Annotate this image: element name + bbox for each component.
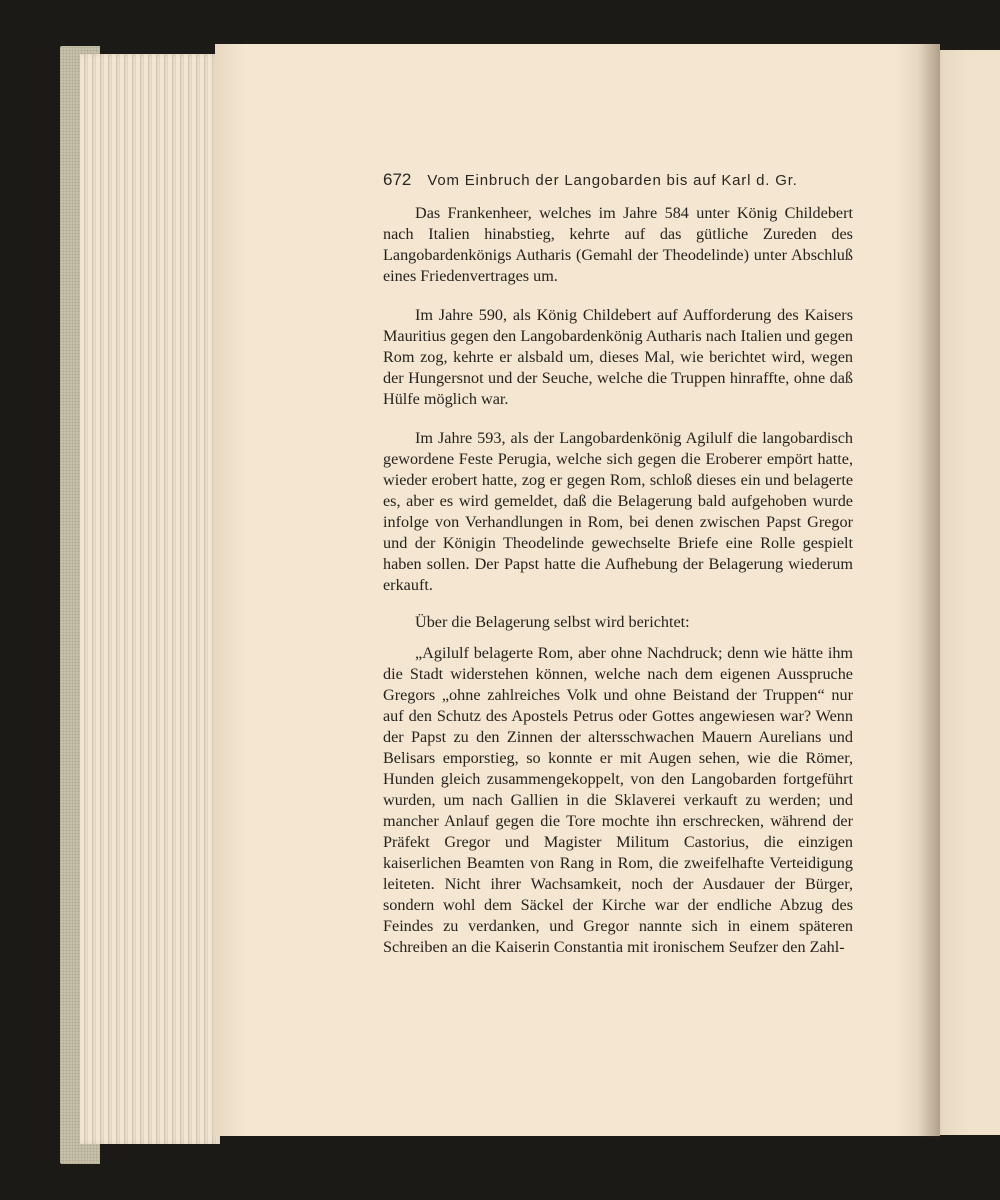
paragraph-jahre-590: Im Jahre 590, als König Childebert auf Aufforderung des Kaisers Mauritius gegen den Langobardenkönig Autharis nach Italien und gegen Rom zog, kehrte er alsbald um, dieses Mal, wie berichtet wird, wegen der Hungersnot und der Seuche, welche die Truppen hinraffte, ohne daß Hülfe möglich war. xyxy=(383,306,853,408)
facing-page-edge xyxy=(930,50,1000,1135)
body-text xyxy=(383,203,853,958)
running-head xyxy=(383,170,853,190)
paragraph-jahre-593: Im Jahre 593, als der Langobardenkönig Agilulf die langobardisch gewordene Feste Perugia, welche sich gegen die Eroberer empört hatte, wieder erobert hatte, zog er gegen Rom, schloß dieses ein und belagerte es, aber es wird gemeldet, daß die Belagerung bald aufgehoben wurde infolge von Verhandlungen in Rom, bei denen zwischen Papst Gregor und der Königin Theodelinde gewechselte Briefe eine Rolle gespielt haben sollen. Der Papst hatte die Aufhebung der Belagerung wiederum erkauft. xyxy=(383,429,853,594)
paragraph-quotation: „Agilulf belagerte Rom, aber ohne Nachdruck; denn wie hätte ihm die Stadt widerstehen können, welche nach dem eigenen Ausspruche Gregors „ohne zahlreiches Volk und ohne Beistand der Truppen“ nur auf den Schutz des Apostels Petrus oder Gottes angewiesen war? Wenn der Papst zu den Zinnen der altersschwachen Mauern Aurelians und Belisars emporstieg, so konnte er mit Augen sehen, wie die Römer, Hunden gleich zusammengekoppelt, von den Langobarden fortgeführt wurden, um nach Gallien in die Sklaverei verkauft zu werden; und mancher Anlauf gegen die Tore mochte ihn erschrecken, während der Präfekt Gregor und Magister Militum Castorius, die einzigen kaiserlichen Beamten von Rang in Rom, die zweifelhafte Verteidigung leiteten. Nicht ihrer Wachsamkeit, noch der Ausdauer der Bürger, sondern wohl dem Säckel der Kirche war der endliche Abzug des Feindes zu verdanken, und Gregor nannte sich in einem späteren Schreiben an die Kaiserin Constantia mit ironischem Seufzer den Zahl- xyxy=(383,644,853,956)
paragraph-belagerung-intro: Über die Belagerung selbst wird berichtet: xyxy=(415,613,690,631)
page-number: 672 xyxy=(383,170,412,189)
chapter-title: Vom Einbruch der Langobarden bis auf Karl d. Gr. xyxy=(427,172,798,189)
paragraph-frankenheer: Das Frankenheer, welches im Jahre 584 unter König Childebert nach Italien hinabstieg, kehrte auf das gütliche Zureden des Langobardenkönigs Autharis (Gemahl der Theodelinde) unter Abschluß eines Friedenvertrages um. xyxy=(383,204,853,285)
spine-shadow xyxy=(918,44,940,1139)
page-block-edges xyxy=(80,54,220,1144)
